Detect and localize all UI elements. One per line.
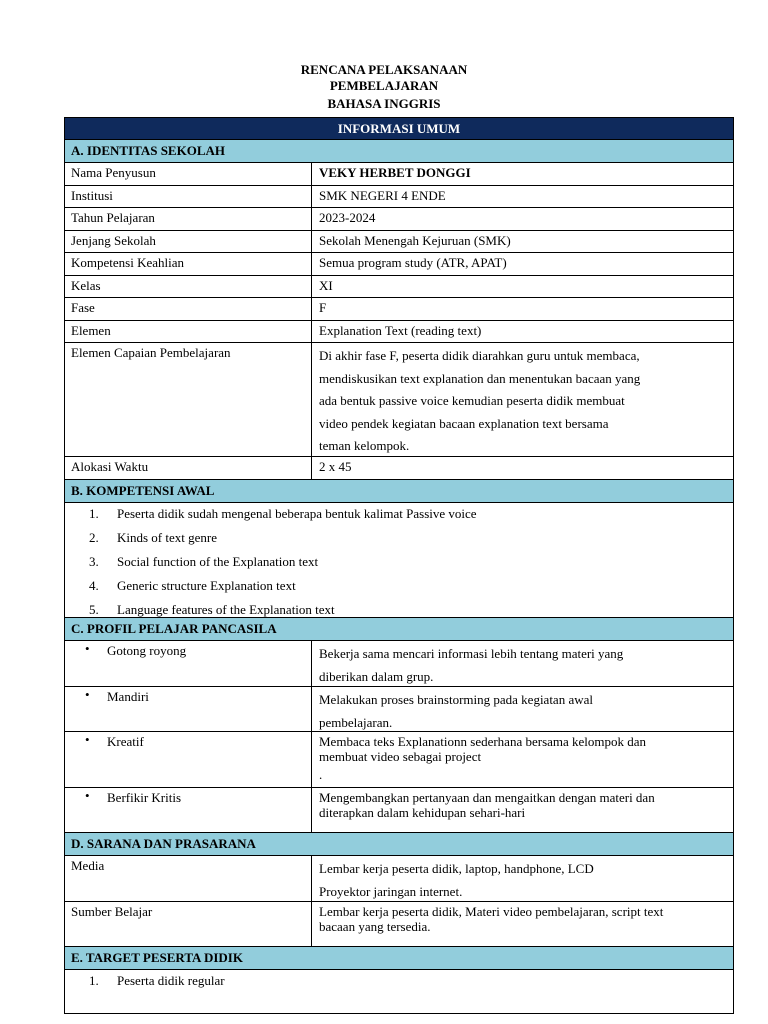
value-line: Bekerja sama mencari informasi lebih tentang materi yang [319,646,624,661]
value-line: video pendek kegiatan bacaan explanation text bersama [319,415,609,431]
value-line: diberikan dalam grup. [319,668,434,684]
value-line: mendiskusikan text explanation dan menentukan bacaan yang [319,370,641,386]
table-row [64,298,734,321]
section-a-header: A. IDENTITAS SEKOLAH [64,140,734,163]
row-value: XI [319,278,333,293]
doc-title-line3: BAHASA INGGRIS [327,96,441,111]
row-value: Sekolah Menengah Kejuruan (SMK) [319,233,511,248]
doc-title-line1: RENCANA PELAKSANAAN [300,62,468,77]
table-row [64,457,734,480]
info-umum-header: INFORMASI UMUM [64,117,734,140]
value-line: ada bentuk passive voice kemudian peserta didik membuat [319,393,625,409]
value-line: membuat video sebagai project [319,749,482,764]
row-value [312,641,733,686]
row-value: Semua program study (ATR, APAT) [319,255,507,270]
list-text: Language features of the Explanation text [117,602,335,617]
row-label: Kompetensi Keahlian [65,253,312,275]
row-value: SMK NEGERI 4 ENDE [319,188,446,203]
row-label [65,641,312,686]
row-label: Kelas [65,276,312,297]
row-label: Alokasi Waktu [65,457,312,479]
value-line: Mengembangkan pertanyaan dan mengaitkan dengan materi dan [319,790,655,805]
row-label: Nama Penyusun [65,163,312,185]
list-text: Peserta didik sudah mengenal beberapa bentuk kalimat Passive voice [117,506,477,521]
row-label: Institusi [65,186,312,207]
table-row [64,321,734,343]
section-c-header: C. PROFIL PELAJAR PANCASILA [64,618,734,641]
list-item [65,503,733,527]
value-line: Melakukan proses brainstorming pada kegiatan awal [319,692,593,707]
table-row [64,186,734,208]
value-line: Lembar kerja peserta didik, Materi video pembelajaran, script text [319,904,664,919]
row-label: Media [65,856,312,901]
value-line: Proyektor jaringan internet. [319,883,463,899]
row-value: 2 x 45 [319,459,352,474]
value-line: bacaan yang tersedia. [319,919,431,934]
value-line: diterapkan dalam kehidupan sehari-hari [319,805,526,820]
table-row [64,732,734,788]
section-e-header: E. TARGET PESERTA DIDIK [64,947,734,970]
row-label: Jenjang Sekolah [65,231,312,252]
row-value: VEKY HERBET DONGGI [319,165,471,180]
list-text: Peserta didik regular [117,973,225,988]
row-value [312,856,733,901]
table-row [64,343,734,457]
row-label: Sumber Belajar [65,902,312,946]
row-value: 2023-2024 [319,210,376,225]
row-label: Elemen [65,321,312,342]
table-row [64,641,734,687]
profil-label: Gotong royong [107,643,187,658]
row-label: Elemen Capaian Pembelajaran [65,343,312,456]
bullet-icon: • [85,687,90,702]
bullet-icon: • [85,732,90,747]
rpp-table [64,117,734,1014]
row-label [65,788,312,832]
target-list [64,970,734,1014]
section-b-header: B. KOMPETENSI AWAL [64,480,734,503]
list-text: Kinds of text genre [117,530,218,545]
bullet-icon: • [85,788,90,803]
list-number: 1. [89,506,99,521]
table-row [64,902,734,947]
row-value [312,902,733,946]
profil-label: Berfikir Kritis [107,790,182,805]
value-line: pembelajaran. [319,714,393,730]
list-item [65,575,733,599]
row-value: F [319,300,327,315]
row-value [312,687,733,731]
profil-label: Mandiri [107,689,149,704]
table-row [64,276,734,298]
kompetensi-list [64,503,734,618]
value-line: Membaca teks Explanationn sederhana bersama kelompok dan [319,734,647,749]
row-value [312,732,733,787]
value-line: Di akhir fase F, peserta didik diarahkan guru untuk membaca, [319,348,640,363]
row-value [312,343,733,456]
list-number: 3. [89,554,99,569]
list-text: Social function of the Explanation text [117,554,319,569]
table-row [64,253,734,276]
row-label [65,732,312,787]
row-value [312,788,733,832]
bullet-icon: • [85,641,90,656]
list-item [65,970,733,994]
section-d-header: D. SARANA DAN PRASARANA [64,833,734,856]
row-label: Tahun Pelajaran [65,208,312,230]
table-row [64,208,734,231]
table-row [64,856,734,902]
doc-title-line2: PEMBELAJARAN [329,78,439,93]
list-number: 1. [89,973,99,988]
table-row [64,788,734,833]
row-label: Fase [65,298,312,320]
table-row [64,687,734,732]
list-number: 4. [89,578,99,593]
list-item [65,599,733,618]
value-line: . [319,767,323,782]
profil-label: Kreatif [107,734,144,749]
list-item [65,527,733,551]
list-number: 5. [89,602,99,617]
row-label [65,687,312,731]
table-row [64,231,734,253]
row-value: Explanation Text (reading text) [319,323,482,338]
list-text: Generic structure Explanation text [117,578,296,593]
value-line: teman kelompok. [319,438,410,454]
value-line: Lembar kerja peserta didik, laptop, handphone, LCD [319,861,594,876]
list-item [65,551,733,575]
list-number: 2. [89,530,99,545]
table-row [64,163,734,186]
